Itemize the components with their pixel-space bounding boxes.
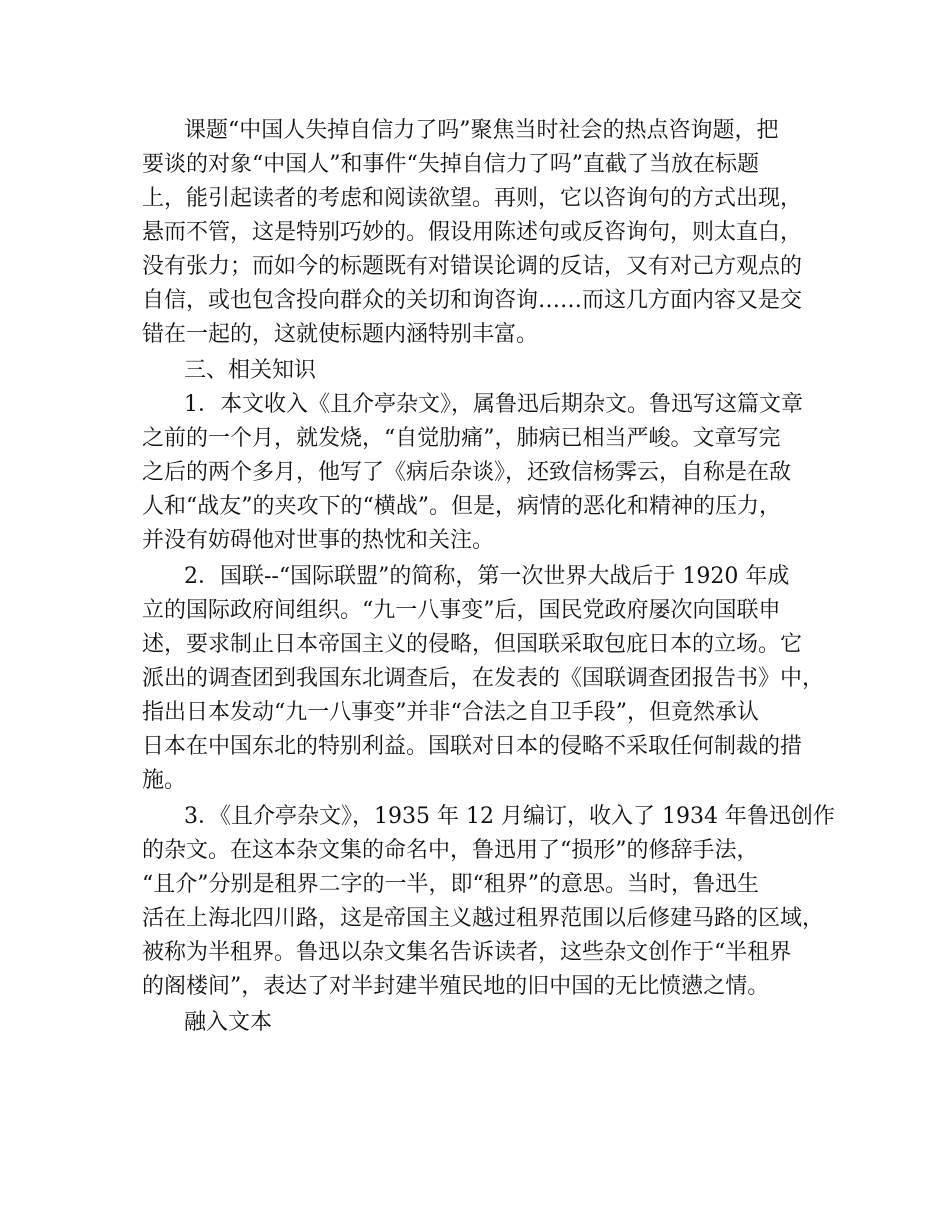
paragraph-1-line-5: 没有张力；而如今的标题既有对错误论调的反诘，又有对己方观点的 [142,254,803,279]
item-2-line-4: 派出的调查团到我国东北调查后，在发表的《国联调查团报告书》中， [142,666,825,691]
paragraph-1-line-7: 错在一起的，这就使标题内涵特别丰富。 [142,322,539,347]
item-2-line-5: 指出日本发动“九一八事变”并非“合法之自卫手段”，但竟然承认 [142,700,759,725]
item-2-line-1: 2．国联--“国际联盟”的简称，第一次世界大战后于 1920 年成 [184,564,790,589]
item-2-line-7: 施。 [142,768,187,793]
item-3-line-1: 3．《且介亭杂文》，1935 年 12 月编订，收入了 1934 年鲁迅创作 [184,804,835,829]
item-2-line-2: 立的国际政府间组织。“九一八事变”后，国民党政府屡次向国联申 [142,598,781,623]
paragraph-1-line-2: 要谈的对象“中国人”和事件“失掉自信力了吗”直截了当放在标题 [142,152,759,177]
item-2-line-3: 述，要求制止日本帝国主义的侵略，但国联采取包庇日本的立场。它 [142,632,803,657]
section-heading: 三、相关知识 [184,358,317,383]
item-3-line-3: “且介”分别是租界二字的一半，即“租界”的意思。当时，鲁迅生 [142,872,759,897]
paragraph-1-line-4: 悬而不管，这是特别巧妙的。假设用陈述句或反咨询句，则太直白， [142,220,803,245]
paragraph-1-line-6: 自信，或也包含投向群众的关切和询咨询……而这几方面内容又是交 [142,288,803,313]
item-3-line-5: 被称为半租界。鲁迅以杂文集名告诉读者，这些杂文创作于“半租界 [142,940,792,965]
subheading-text: 融入文本 [184,1010,273,1035]
item-1-line-5: 并没有妨碍他对世事的热忱和关注。 [142,528,495,553]
item-1-line-4: 人和“战友”的夹攻下的“横战”。但是，病情的恶化和精神的压力， [142,494,781,519]
item-3-line-2: 的杂文。在这本杂文集的命名中，鲁迅用了“损形”的修辞手法， [142,838,759,863]
item-3-line-6: 的阁楼间”，表达了对半封建半殖民地的旧中国的无比愤懑之情。 [142,974,770,999]
item-1-line-3: 之后的两个多月，他写了《病后杂谈》，还致信杨霁云，自称是在敌 [142,460,792,485]
item-1-line-2: 之前的一个月，就发烧，“自觉肋痛”，肺病已相当严峻。文章写完 [142,426,781,451]
paragraph-1-line-1: 课题“中国人失掉自信力了吗”聚焦当时社会的热点咨询题，把 [184,118,779,143]
item-2-line-6: 日本在中国东北的特别利益。国联对日本的侵略不采取任何制裁的措 [142,734,803,759]
item-3-line-4: 活在上海北四川路，这是帝国主义越过租界范围以后修建马路的区域， [142,906,825,931]
item-1-line-1: 1．本文收入《且介亭杂文》，属鲁迅后期杂文。鲁迅写这篇文章 [184,392,803,417]
paragraph-1-line-3: 上，能引起读者的考虑和阅读欲望。再则，它以咨询句的方式出现， [142,186,803,211]
